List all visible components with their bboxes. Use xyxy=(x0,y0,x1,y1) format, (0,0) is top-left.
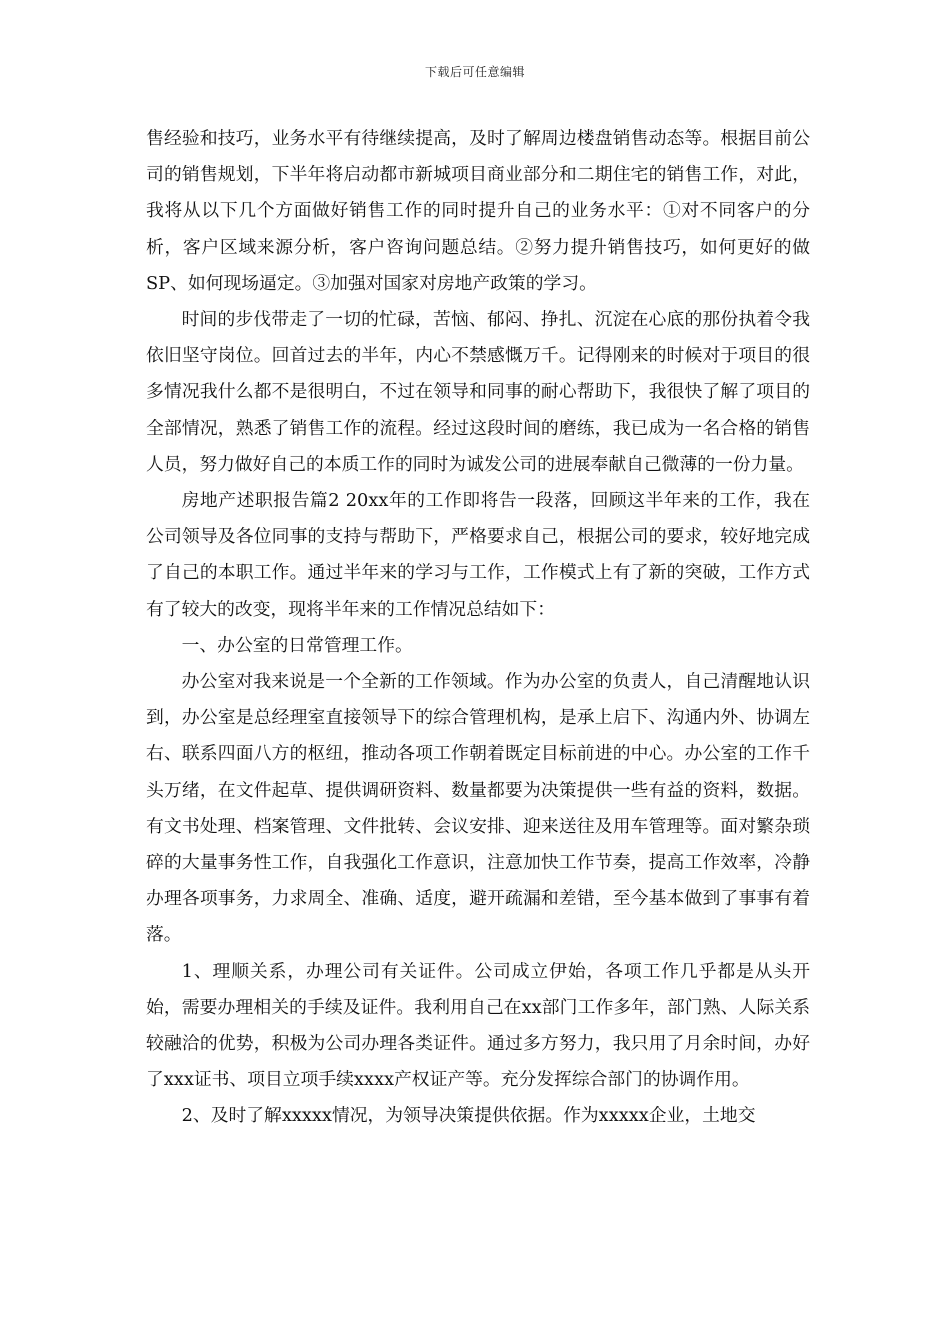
paragraph: 2、及时了解xxxxx情况，为领导决策提供依据。作为xxxxx企业，土地交 xyxy=(181,1105,756,1127)
section-heading: 一、办公室的日常管理工作。 xyxy=(181,634,413,656)
paragraph: 售经验和技巧，业务水平有待继续提高，及时了解周边楼盘销售动态等。根据目前公司的销售规划，下半年将启动都市新城项目商业部分和二期住宅的销售工作，对此，我将从以下几个方面做好销售工作的同时提升自己的业务水平：①对不同客户的分析，客户区域来源分析，客户咨询问题总结。②努力提升销售技巧，如何更好的做SP、如何现场逼定。③加强对国家对房地产政策的学习。 xyxy=(146,128,810,294)
paragraph: 办公室对我来说是一个全新的工作领域。作为办公室的负责人，自己清醒地认识到，办公室是总经理室直接领导下的综合管理机构，是承上启下、沟通内外、协调左右、联系四面八方的枢纽，推动各项工作朝着既定目标前进的中心。办公室的工作千头万绪，在文件起草、提供调研资料、数量都要为决策提供一些有益的资料，数据。有文书处理、档案管理、文件批转、会议安排、迎来送往及用车管理等。面对繁杂琐碎的大量事务性工作，自我强化工作意识，注意加快工作节奏，提高工作效率，冷静办理各项事务，力求周全、准确、适度，避开疏漏和差错，至今基本做到了事事有着落。 xyxy=(146,671,810,946)
page-header: 下载后可任意编辑 xyxy=(424,65,525,79)
paragraph: 1、理顺关系，办理公司有关证件。公司成立伊始，各项工作几乎都是从头开始，需要办理相关的手续及证件。我利用自己在xx部门工作多年，部门熟、人际关系较融洽的优势，积极为公司办理各类证件。通过多方努力，我只用了月余时间，办好了xxx证书、项目立项手续xxxx产权证产等。充分发挥综合部门的协调作用。 xyxy=(146,960,810,1091)
paragraph: 房地产述职报告篇2 20xx年的工作即将告一段落，回顾这半年来的工作，我在公司领导及各位同事的支持与帮助下，严格要求自己，根据公司的要求，较好地完成了自己的本职工作。通过半年来的学习与工作，工作模式上有了新的突破，工作方式有了较大的改变，现将半年来的工作情况总结如下： xyxy=(146,490,810,620)
document-body xyxy=(146,121,810,1135)
paragraph: 时间的步伐带走了一切的忙碌，苦恼、郁闷、挣扎、沉淀在心底的那份执着令我依旧坚守岗位。回首过去的半年，内心不禁感慨万千。记得刚来的时候对于项目的很多情况我什么都不是很明白，不过在领导和同事的耐心帮助下，我很快了解了项目的全部情况，熟悉了销售工作的流程。经过这段时间的磨练，我已成为一名合格的销售人员，努力做好自己的本质工作的同时为诚发公司的进展奉献自己微薄的一份力量。 xyxy=(146,309,810,475)
